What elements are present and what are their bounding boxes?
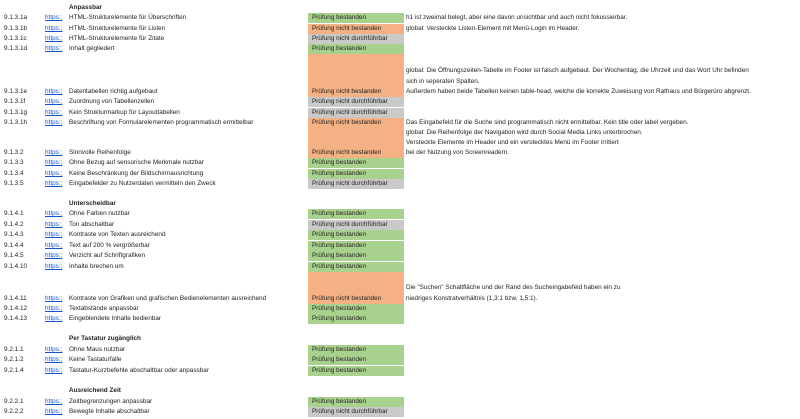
criterion-link[interactable]: https:; — [45, 159, 63, 166]
criterion-link[interactable]: https:; — [45, 149, 63, 156]
table-row — [0, 241, 800, 251]
status-badge: Prüfung nicht durchführbar — [308, 108, 404, 118]
criterion-title: Ohne Bezug auf sensorische Merkmale nutzbar — [69, 159, 204, 166]
status-badge: Prüfung bestanden — [308, 355, 404, 365]
criterion-link[interactable]: https:; — [45, 252, 63, 259]
table-row — [0, 345, 800, 355]
status-badge: Prüfung nicht bestanden — [312, 149, 382, 156]
criterion-title: HTML-Strukturelemente für Listen — [69, 25, 166, 32]
criterion-id: 9.1.4.11 — [4, 295, 27, 302]
criterion-link[interactable]: https:; — [45, 305, 63, 312]
criterion-link[interactable]: https:; — [45, 88, 63, 95]
status-badge: Prüfung bestanden — [308, 209, 404, 219]
criterion-title: HTML-Strukturelemente für Zitate — [69, 35, 165, 42]
table-row — [0, 169, 800, 179]
table-row — [0, 209, 800, 219]
table-row — [0, 262, 800, 272]
criterion-id: 9.1.4.2 — [4, 221, 24, 228]
criterion-id: 9.1.4.3 — [4, 231, 24, 238]
section-title-tastatur: Per Tastatur zugänglich — [69, 335, 141, 342]
criterion-link[interactable]: https:; — [45, 231, 63, 238]
criterion-id: 9.1.3.1a — [4, 14, 28, 21]
criterion-id: 9.2.1.4 — [4, 367, 24, 374]
table-row — [0, 304, 800, 314]
note-text: h1 ist zweimal belegt, aber eine davon unsichtbar und auch nicht fokussierbar. — [406, 14, 628, 21]
criterion-id: 9.1.4.1 — [4, 210, 24, 217]
status-badge: Prüfung nicht bestanden — [312, 295, 382, 302]
criterion-title: Keine Tastaturfalle — [69, 356, 122, 363]
table-row — [0, 158, 800, 168]
criterion-link[interactable]: https:; — [45, 98, 63, 105]
table-row — [0, 148, 800, 158]
table-row — [0, 230, 800, 240]
criterion-link[interactable]: https:; — [45, 210, 63, 217]
status-badge: Prüfung nicht durchführbar — [308, 97, 404, 107]
criterion-title: Eingeblendete Inhalte bedienbar — [69, 315, 162, 322]
criterion-title: Datentabellen richtig aufgebaut — [69, 88, 158, 95]
status-badge: Prüfung bestanden — [308, 13, 404, 23]
section-title-zeit: Ausreichend Zeit — [69, 387, 121, 394]
criterion-title: Beschriftung von Formularelementen programmatisch ermittelbar — [69, 119, 254, 126]
criterion-title: Eingabefelder zu Nutzerdaten vermitteln den Zweck — [69, 180, 216, 187]
note-text: sich in seperaten Spalten. — [406, 78, 480, 85]
criterion-id: 9.1.3.1f — [4, 98, 26, 105]
section-title-anpassbar: Anpassbar — [69, 4, 103, 11]
status-badge: Prüfung nicht bestanden — [308, 24, 404, 34]
criterion-title: Sinnvolle Reihenfolge — [69, 149, 131, 156]
criterion-id: 9.1.3.1d — [4, 45, 28, 52]
criterion-title: Bewegte Inhalte abschaltbar — [69, 408, 150, 415]
section-title-unterscheidbar: Unterscheidbar — [69, 200, 116, 207]
status-badge: Prüfung bestanden — [308, 241, 404, 251]
criterion-title: Kontraste von Grafiken und grafischen Bedienelementen ausreichend — [69, 295, 267, 302]
criterion-id: 9.2.2.2 — [4, 408, 24, 415]
criterion-title: Inhalte brechen um — [69, 263, 124, 270]
status-badge: Prüfung nicht durchführbar — [308, 179, 404, 189]
table-row — [0, 251, 800, 261]
criterion-link[interactable]: https:; — [45, 25, 63, 32]
criterion-id: 9.1.4.13 — [4, 315, 28, 322]
note-text: global: Die Reihenfolge der Navigation wird durch Social Media Links unterbrochen. — [406, 129, 643, 136]
status-badge: Prüfung nicht durchführbar — [308, 407, 404, 417]
criterion-id: 9.1.3.1e — [4, 88, 28, 95]
status-badge: Prüfung bestanden — [308, 169, 404, 179]
criterion-title: Keine Beschränkung der Bildschirmausrichtung — [69, 170, 204, 177]
status-badge: Prüfung nicht durchführbar — [308, 220, 404, 230]
criterion-id: 9.1.3.4 — [4, 170, 24, 177]
status-badge: Prüfung nicht bestanden — [312, 119, 382, 126]
status-badge: Prüfung bestanden — [308, 397, 404, 407]
table-row — [0, 44, 800, 54]
table-row — [0, 294, 800, 304]
criterion-link[interactable]: https:; — [45, 295, 63, 302]
criterion-title: HTML-Strukturelemente für Überschriften — [69, 14, 187, 21]
criterion-title: Zeitbegrenzungen anpassbar — [69, 398, 153, 405]
note-text: global: Versteckte Listen-Element mit Menü-Login im Header. — [406, 25, 580, 32]
criterion-id: 9.1.3.1c — [4, 35, 27, 42]
criterion-id: 9.1.4.10 — [4, 263, 28, 270]
status-badge: Prüfung bestanden — [308, 304, 404, 314]
note-text: Die "Suchen" Schaltfläche und der Rand des Sucheingabefeld haben ein zu — [406, 284, 621, 291]
table-row — [0, 34, 800, 44]
table-row — [0, 397, 800, 407]
status-badge: Prüfung bestanden — [308, 262, 404, 272]
criterion-link[interactable]: https:; — [45, 356, 63, 363]
status-badge: Prüfung nicht bestanden — [312, 88, 382, 95]
criterion-link[interactable]: https:; — [45, 398, 63, 405]
table-row — [0, 366, 800, 376]
criterion-id: 9.1.3.1h — [4, 119, 28, 126]
criterion-title: Zuordnung von Tabellenzellen — [69, 98, 155, 105]
table-row — [0, 24, 800, 34]
status-badge: Prüfung bestanden — [308, 345, 404, 355]
criterion-title: Ton abschaltbar — [69, 221, 115, 228]
criterion-link[interactable]: https:; — [45, 14, 63, 21]
criterion-link[interactable]: https:; — [45, 119, 63, 126]
criterion-title: Verzicht auf Schriftgrafiken — [69, 252, 146, 259]
table-row — [0, 13, 800, 23]
table-row — [0, 407, 800, 417]
status-badge: Prüfung bestanden — [308, 251, 404, 261]
criterion-link[interactable]: https:; — [45, 263, 63, 270]
criterion-link[interactable]: https:; — [45, 180, 63, 187]
criterion-link[interactable]: https:; — [45, 367, 63, 374]
criterion-id: 9.2.2.1 — [4, 398, 24, 405]
criterion-id: 9.1.3.5 — [4, 180, 24, 187]
criterion-link[interactable]: https:; — [45, 408, 63, 415]
note-text: Das Eingabefeld für die Suche sind programmatisch nicht ermittelbar. Kein title oder label vergeben. — [406, 119, 689, 126]
criterion-link[interactable]: https:; — [45, 346, 63, 353]
criterion-title: Kontraste von Texten ausreichend — [69, 231, 166, 238]
criterion-title: Kein Strukturmarkup für Layouttabellen — [69, 109, 180, 116]
criterion-link[interactable]: https:; — [45, 35, 63, 42]
criterion-link[interactable]: https:; — [45, 170, 63, 177]
table-row — [0, 355, 800, 365]
criterion-link[interactable]: https:; — [45, 221, 63, 228]
criterion-id: 9.1.3.2 — [4, 149, 24, 156]
criterion-title: Tastatur-Kurzbefehle abschaltbar oder anpassbar — [69, 367, 209, 374]
note-text: Außerdem haben beide Tabellen keinen table-head, welche die korrekte Zuweisung von Rathaus und Bürgerüro abgrenzt. — [406, 88, 751, 95]
criterion-id: 9.1.4.5 — [4, 252, 24, 259]
criterion-id: 9.1.3.3 — [4, 159, 24, 166]
status-badge: Prüfung bestanden — [308, 230, 404, 240]
table-row — [0, 314, 800, 324]
criterion-title: Textabstände anpassbar — [69, 305, 139, 312]
criterion-id: 9.2.1.1 — [4, 346, 24, 353]
note-text: global: Die Öffnungszeiten-Tabelle im Footer ist falsch aufgebaut. Der Wochentag, die Uhrzeit und das Wort Uhr befinden — [406, 67, 749, 74]
status-badge: Prüfung bestanden — [308, 158, 404, 168]
note-text: niedriges Konstratverhältnis (1,3:1 bzw. 1,5:1). — [406, 295, 538, 302]
table-row — [0, 179, 800, 189]
criterion-link[interactable]: https:; — [45, 45, 63, 52]
status-badge: Prüfung nicht durchführbar — [308, 34, 404, 44]
criterion-title: Text auf 200 % vergrößerbar — [69, 242, 150, 249]
criterion-id: 9.1.4.12 — [4, 305, 28, 312]
note-text: bei der Nutzung von Screenreadern. — [406, 149, 510, 156]
criterion-id: 9.1.4.4 — [4, 242, 24, 249]
criterion-title: Ohne Farben nutzbar — [69, 210, 130, 217]
table-row — [0, 97, 800, 107]
criterion-id: 9.2.1.2 — [4, 356, 24, 363]
table-row — [0, 108, 800, 118]
criterion-link[interactable]: https:; — [45, 109, 63, 116]
criterion-title: Inhalt gegliedert — [69, 45, 115, 52]
criterion-link[interactable]: https:; — [45, 242, 63, 249]
criterion-id: 9.1.3.1b — [4, 25, 28, 32]
status-badge: Prüfung bestanden — [308, 44, 404, 54]
criterion-title: Ohne Maus nutzbar — [69, 346, 126, 353]
status-badge: Prüfung bestanden — [308, 314, 404, 324]
table-row — [0, 220, 800, 230]
note-text: Versteckte Elemente im Header und ein verstecktes Menü im Footer irritiert — [406, 139, 619, 146]
criterion-id: 9.1.3.1g — [4, 109, 28, 116]
status-badge: Prüfung bestanden — [308, 366, 404, 376]
criterion-link[interactable]: https:; — [45, 315, 63, 322]
